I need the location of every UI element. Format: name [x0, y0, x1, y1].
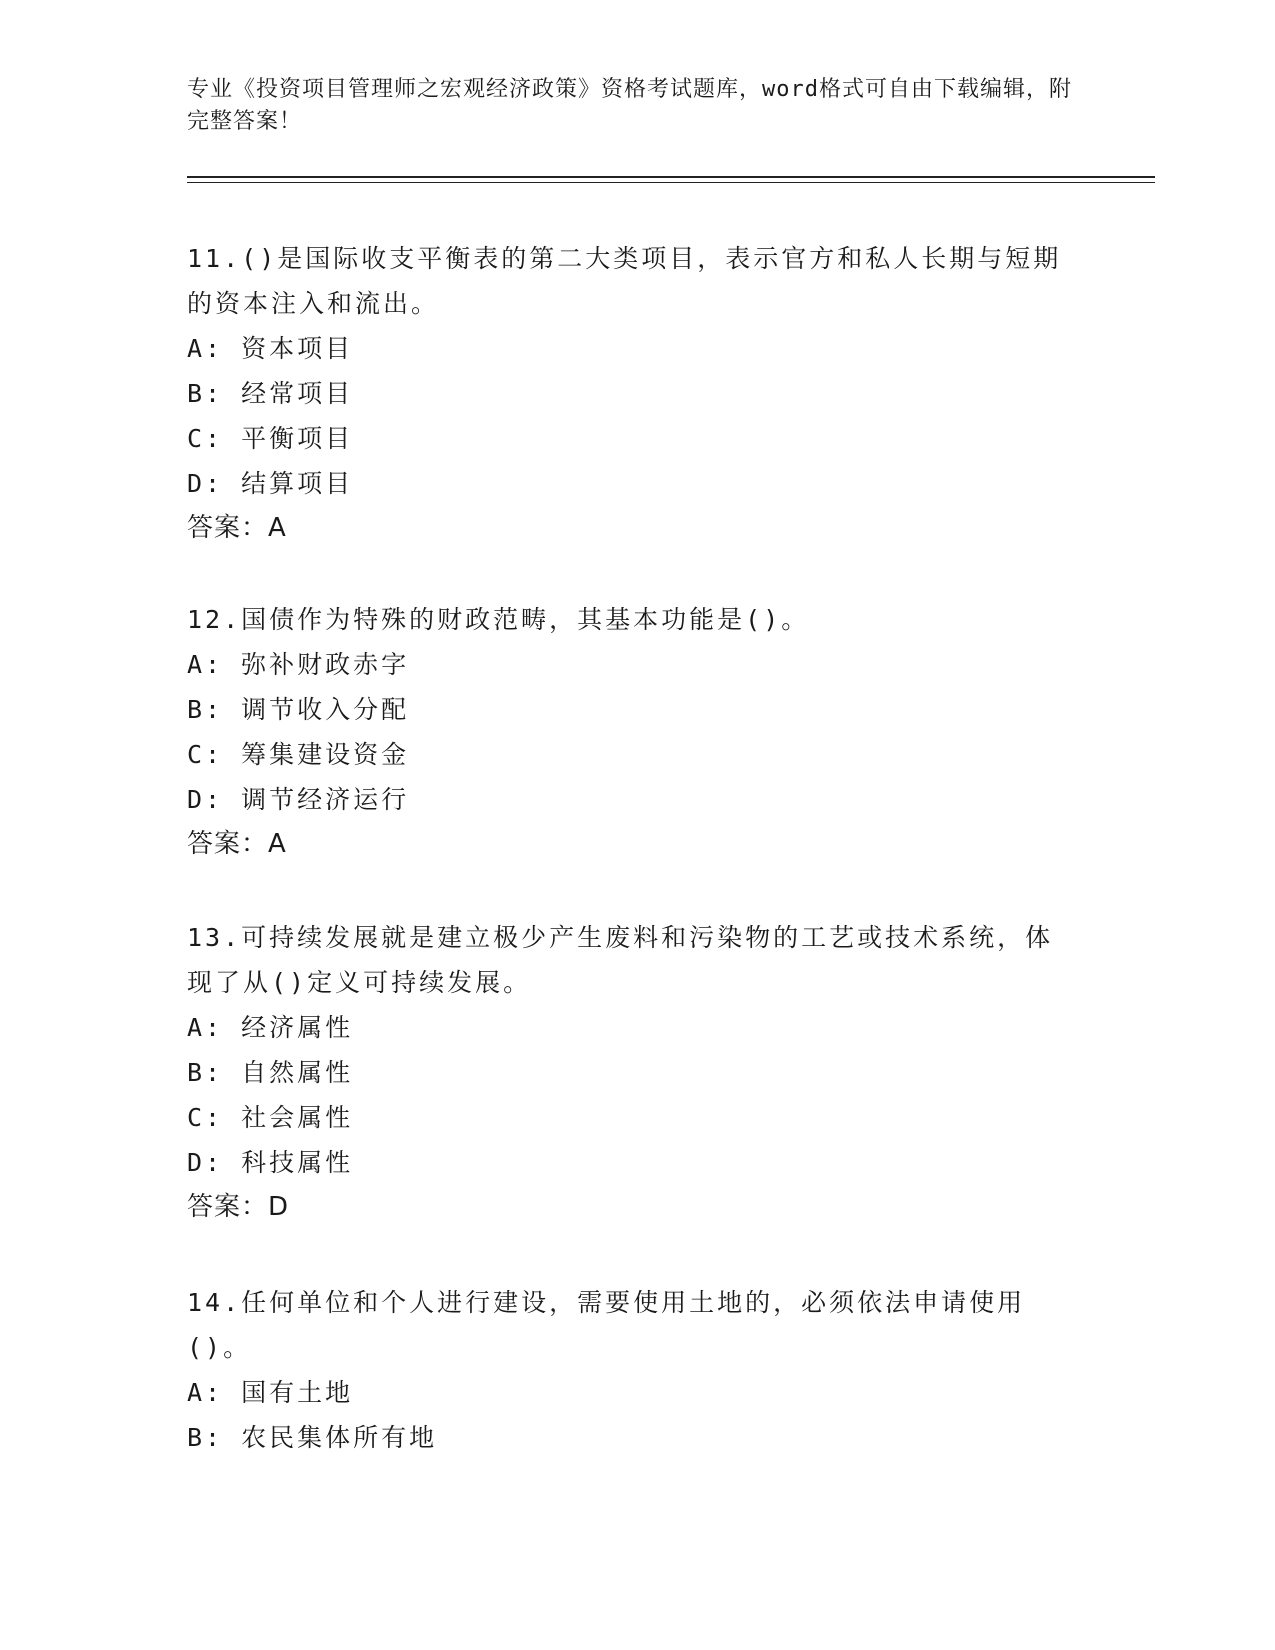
question-13: [187, 915, 1077, 1230]
answer-line: 答案：D: [187, 1192, 290, 1222]
option-a: A: 国有土地: [187, 1378, 354, 1407]
question-11: [187, 236, 1077, 551]
option-b: B: 农民集体所有地: [187, 1423, 438, 1452]
option-a: A: 弥补财政赤字: [187, 650, 410, 679]
option-d: D: 调节经济运行: [187, 785, 410, 814]
option-c: C: 平衡项目: [187, 424, 354, 453]
option-b: B: 经常项目: [187, 379, 354, 408]
answer-line: 答案：A: [187, 513, 287, 543]
question-stem: 14.任何单位和个人进行建设，需要使用土地的，必须依法申请使用()。: [187, 1288, 1026, 1362]
question-stem: 11.()是国际收支平衡表的第二大类项目，表示官方和私人长期与短期的资本注入和流出。: [187, 244, 1062, 318]
header-divider-thick: [187, 176, 1155, 178]
question-stem: 12.国债作为特殊的财政范畴，其基本功能是()。: [187, 605, 810, 634]
option-b: B: 自然属性: [187, 1058, 354, 1087]
option-c: C: 筹集建设资金: [187, 740, 410, 769]
option-d: D: 结算项目: [187, 469, 354, 498]
option-c: C: 社会属性: [187, 1103, 354, 1132]
option-a: A: 资本项目: [187, 334, 354, 363]
question-12: [187, 597, 1077, 867]
question-stem: 13.可持续发展就是建立极少产生废料和污染物的工艺或技术系统，体现了从()定义可持续发展。: [187, 923, 1054, 997]
header-divider-thin: [187, 182, 1155, 183]
answer-line: 答案：A: [187, 829, 287, 859]
question-14: [187, 1280, 1077, 1460]
option-d: D: 科技属性: [187, 1148, 354, 1177]
option-b: B: 调节收入分配: [187, 695, 410, 724]
option-a: A: 经济属性: [187, 1013, 354, 1042]
document-header-title: 专业《投资项目管理师之宏观经济政策》资格考试题库，word格式可自由下载编辑，附完整答案！: [187, 77, 1072, 134]
